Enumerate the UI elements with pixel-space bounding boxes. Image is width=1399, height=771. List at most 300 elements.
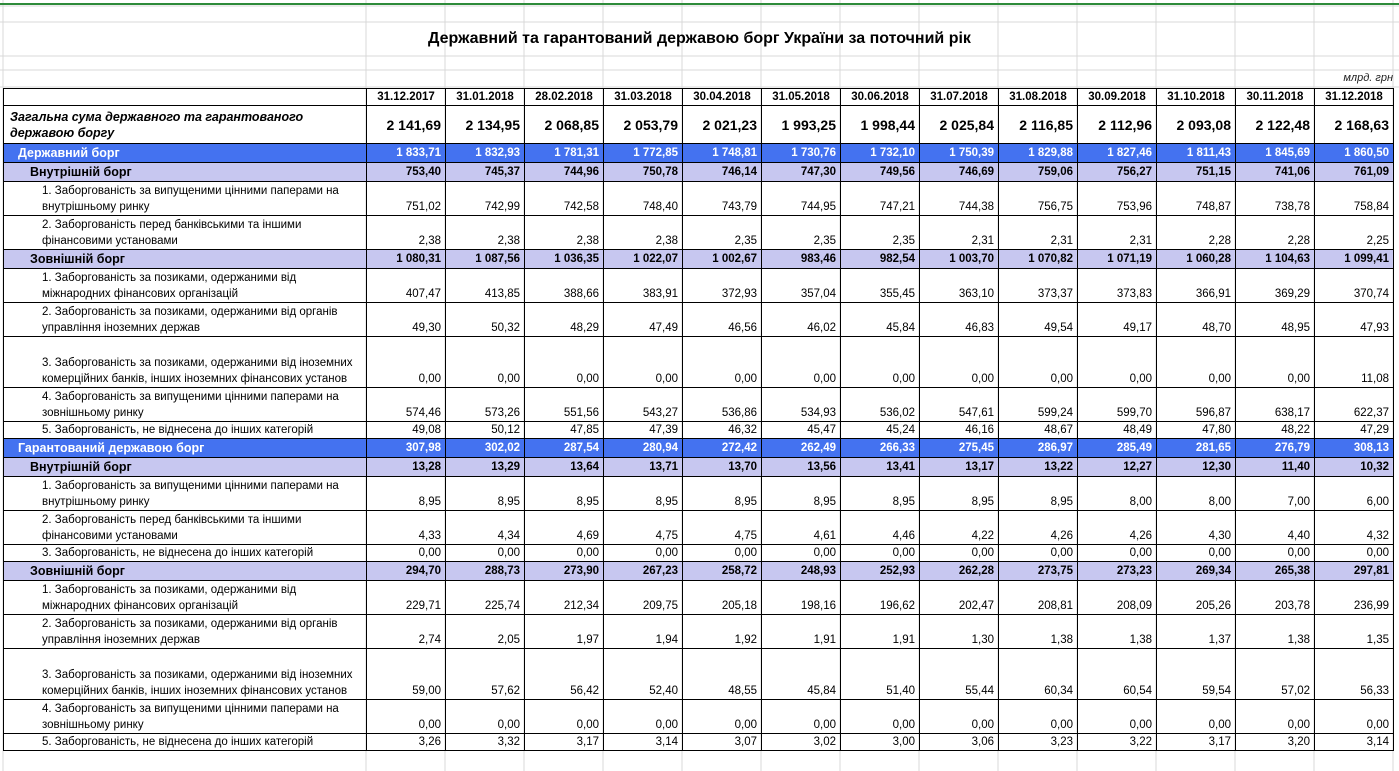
value-cell[interactable]: 48,49 (1078, 422, 1157, 439)
value-cell[interactable]: 0,00 (1236, 545, 1315, 562)
value-cell[interactable]: 1 003,70 (920, 250, 999, 269)
value-cell[interactable]: 13,41 (841, 458, 920, 477)
value-cell[interactable]: 265,38 (1236, 562, 1315, 581)
value-cell[interactable]: 57,62 (446, 649, 525, 700)
value-cell[interactable]: 366,91 (1157, 269, 1236, 303)
value-cell[interactable]: 13,56 (762, 458, 841, 477)
value-cell[interactable]: 13,28 (367, 458, 446, 477)
value-cell[interactable]: 3,02 (762, 734, 841, 751)
value-cell[interactable]: 758,84 (1315, 182, 1394, 216)
value-cell[interactable]: 745,37 (446, 163, 525, 182)
value-cell[interactable]: 45,24 (841, 422, 920, 439)
value-cell[interactable]: 753,96 (1078, 182, 1157, 216)
value-cell[interactable]: 388,66 (525, 269, 604, 303)
row-label[interactable]: Державний борг (4, 144, 367, 163)
value-cell[interactable]: 1,38 (1078, 615, 1157, 649)
row-label[interactable]: Внутрішній борг (4, 163, 367, 182)
value-cell[interactable]: 1 087,56 (446, 250, 525, 269)
value-cell[interactable]: 751,02 (367, 182, 446, 216)
value-cell[interactable]: 0,00 (525, 700, 604, 734)
value-cell[interactable]: 1 833,71 (367, 144, 446, 163)
value-cell[interactable]: 276,79 (1236, 439, 1315, 458)
row-label[interactable]: 4. Заборгованість за випущеними цінними паперами на зовнішньому ринку (4, 700, 367, 734)
value-cell[interactable]: 574,46 (367, 388, 446, 422)
value-cell[interactable]: 3,17 (525, 734, 604, 751)
value-cell[interactable]: 741,06 (1236, 163, 1315, 182)
value-cell[interactable]: 536,86 (683, 388, 762, 422)
date-header[interactable]: 31.12.2018 (1315, 89, 1394, 106)
value-cell[interactable]: 46,16 (920, 422, 999, 439)
value-cell[interactable]: 983,46 (762, 250, 841, 269)
value-cell[interactable]: 55,44 (920, 649, 999, 700)
value-cell[interactable]: 355,45 (841, 269, 920, 303)
value-cell[interactable]: 750,78 (604, 163, 683, 182)
value-cell[interactable]: 0,00 (999, 337, 1078, 388)
value-cell[interactable]: 202,47 (920, 581, 999, 615)
value-cell[interactable]: 8,95 (762, 477, 841, 511)
value-cell[interactable]: 46,02 (762, 303, 841, 337)
value-cell[interactable]: 761,09 (1315, 163, 1394, 182)
value-cell[interactable]: 4,22 (920, 511, 999, 545)
value-cell[interactable]: 273,75 (999, 562, 1078, 581)
value-cell[interactable]: 8,00 (1157, 477, 1236, 511)
value-cell[interactable]: 4,32 (1315, 511, 1394, 545)
value-cell[interactable]: 4,40 (1236, 511, 1315, 545)
value-cell[interactable]: 1 099,41 (1315, 250, 1394, 269)
value-cell[interactable]: 59,00 (367, 649, 446, 700)
value-cell[interactable]: 48,70 (1157, 303, 1236, 337)
value-cell[interactable]: 262,49 (762, 439, 841, 458)
value-cell[interactable]: 0,00 (1236, 700, 1315, 734)
date-header[interactable]: 30.09.2018 (1078, 89, 1157, 106)
value-cell[interactable]: 48,22 (1236, 422, 1315, 439)
value-cell[interactable]: 205,18 (683, 581, 762, 615)
row-label[interactable]: 2. Заборгованість за позиками, одержаними від органів управління іноземних держав (4, 303, 367, 337)
value-cell[interactable]: 208,81 (999, 581, 1078, 615)
value-cell[interactable]: 370,74 (1315, 269, 1394, 303)
value-cell[interactable]: 2,05 (446, 615, 525, 649)
value-cell[interactable]: 49,54 (999, 303, 1078, 337)
value-cell[interactable]: 13,71 (604, 458, 683, 477)
value-cell[interactable]: 49,30 (367, 303, 446, 337)
value-cell[interactable]: 47,93 (1315, 303, 1394, 337)
value-cell[interactable]: 48,29 (525, 303, 604, 337)
value-cell[interactable]: 0,00 (683, 700, 762, 734)
value-cell[interactable]: 2 053,79 (604, 106, 683, 144)
value-cell[interactable]: 3,07 (683, 734, 762, 751)
row-label[interactable]: 2. Заборгованість за позиками, одержаними від органів управління іноземних держав (4, 615, 367, 649)
value-cell[interactable]: 743,79 (683, 182, 762, 216)
header-corner-cell[interactable] (4, 89, 367, 106)
value-cell[interactable]: 2 122,48 (1236, 106, 1315, 144)
value-cell[interactable]: 4,34 (446, 511, 525, 545)
value-cell[interactable]: 599,24 (999, 388, 1078, 422)
value-cell[interactable]: 2 141,69 (367, 106, 446, 144)
value-cell[interactable]: 2,38 (367, 216, 446, 250)
value-cell[interactable]: 1 060,28 (1157, 250, 1236, 269)
value-cell[interactable]: 302,02 (446, 439, 525, 458)
value-cell[interactable]: 281,65 (1157, 439, 1236, 458)
value-cell[interactable]: 56,42 (525, 649, 604, 700)
date-header[interactable]: 31.07.2018 (920, 89, 999, 106)
value-cell[interactable]: 744,38 (920, 182, 999, 216)
value-cell[interactable]: 742,58 (525, 182, 604, 216)
row-label[interactable]: 5. Заборгованість, не віднесена до інших категорій (4, 422, 367, 439)
value-cell[interactable]: 3,14 (1315, 734, 1394, 751)
value-cell[interactable]: 982,54 (841, 250, 920, 269)
value-cell[interactable]: 2,28 (1157, 216, 1236, 250)
value-cell[interactable]: 2 116,85 (999, 106, 1078, 144)
value-cell[interactable]: 49,17 (1078, 303, 1157, 337)
value-cell[interactable]: 744,95 (762, 182, 841, 216)
value-cell[interactable]: 2,38 (446, 216, 525, 250)
value-cell[interactable]: 751,15 (1157, 163, 1236, 182)
value-cell[interactable]: 0,00 (604, 337, 683, 388)
value-cell[interactable]: 56,33 (1315, 649, 1394, 700)
value-cell[interactable]: 2 112,96 (1078, 106, 1157, 144)
value-cell[interactable]: 0,00 (1078, 337, 1157, 388)
value-cell[interactable]: 0,00 (920, 700, 999, 734)
value-cell[interactable]: 13,17 (920, 458, 999, 477)
value-cell[interactable]: 196,62 (841, 581, 920, 615)
value-cell[interactable]: 209,75 (604, 581, 683, 615)
value-cell[interactable]: 407,47 (367, 269, 446, 303)
value-cell[interactable]: 2,74 (367, 615, 446, 649)
value-cell[interactable]: 1 772,85 (604, 144, 683, 163)
value-cell[interactable]: 248,93 (762, 562, 841, 581)
date-header[interactable]: 31.01.2018 (446, 89, 525, 106)
value-cell[interactable]: 759,06 (999, 163, 1078, 182)
value-cell[interactable]: 60,34 (999, 649, 1078, 700)
value-cell[interactable]: 1 080,31 (367, 250, 446, 269)
date-header[interactable]: 30.04.2018 (683, 89, 762, 106)
date-header[interactable]: 28.02.2018 (525, 89, 604, 106)
row-label[interactable]: 3. Заборгованість, не віднесена до інших категорій (4, 545, 367, 562)
value-cell[interactable]: 4,61 (762, 511, 841, 545)
value-cell[interactable]: 205,26 (1157, 581, 1236, 615)
value-cell[interactable]: 288,73 (446, 562, 525, 581)
value-cell[interactable]: 738,78 (1236, 182, 1315, 216)
value-cell[interactable]: 1 022,07 (604, 250, 683, 269)
value-cell[interactable]: 6,00 (1315, 477, 1394, 511)
value-cell[interactable]: 52,40 (604, 649, 683, 700)
value-cell[interactable]: 2,35 (683, 216, 762, 250)
date-header[interactable]: 31.08.2018 (999, 89, 1078, 106)
value-cell[interactable]: 0,00 (841, 337, 920, 388)
value-cell[interactable]: 198,16 (762, 581, 841, 615)
value-cell[interactable]: 1,35 (1315, 615, 1394, 649)
value-cell[interactable]: 47,39 (604, 422, 683, 439)
value-cell[interactable]: 4,69 (525, 511, 604, 545)
value-cell[interactable]: 1 730,76 (762, 144, 841, 163)
value-cell[interactable]: 543,27 (604, 388, 683, 422)
row-label[interactable]: 2. Заборгованість перед банківськими та іншими фінансовими установами (4, 216, 367, 250)
value-cell[interactable]: 0,00 (525, 545, 604, 562)
value-cell[interactable]: 3,22 (1078, 734, 1157, 751)
value-cell[interactable]: 50,32 (446, 303, 525, 337)
value-cell[interactable]: 47,85 (525, 422, 604, 439)
value-cell[interactable]: 51,40 (841, 649, 920, 700)
value-cell[interactable]: 8,95 (920, 477, 999, 511)
value-cell[interactable]: 0,00 (446, 337, 525, 388)
value-cell[interactable]: 258,72 (683, 562, 762, 581)
value-cell[interactable]: 1 827,46 (1078, 144, 1157, 163)
value-cell[interactable]: 203,78 (1236, 581, 1315, 615)
value-cell[interactable]: 573,26 (446, 388, 525, 422)
value-cell[interactable]: 2,35 (841, 216, 920, 250)
value-cell[interactable]: 0,00 (683, 337, 762, 388)
value-cell[interactable]: 747,21 (841, 182, 920, 216)
value-cell[interactable]: 2,38 (525, 216, 604, 250)
value-cell[interactable]: 0,00 (762, 337, 841, 388)
value-cell[interactable]: 3,23 (999, 734, 1078, 751)
value-cell[interactable]: 756,27 (1078, 163, 1157, 182)
value-cell[interactable]: 1 832,93 (446, 144, 525, 163)
value-cell[interactable]: 4,30 (1157, 511, 1236, 545)
value-cell[interactable]: 0,00 (446, 545, 525, 562)
value-cell[interactable]: 46,83 (920, 303, 999, 337)
value-cell[interactable]: 2,28 (1236, 216, 1315, 250)
value-cell[interactable]: 3,14 (604, 734, 683, 751)
value-cell[interactable]: 1 829,88 (999, 144, 1078, 163)
value-cell[interactable]: 285,49 (1078, 439, 1157, 458)
value-cell[interactable]: 273,90 (525, 562, 604, 581)
value-cell[interactable]: 1 860,50 (1315, 144, 1394, 163)
value-cell[interactable]: 3,26 (367, 734, 446, 751)
row-label[interactable]: 3. Заборгованість за позиками, одержаними від іноземних комерційних банків, інших іноземних фінансових установ (4, 649, 367, 700)
value-cell[interactable]: 252,93 (841, 562, 920, 581)
value-cell[interactable]: 547,61 (920, 388, 999, 422)
value-cell[interactable]: 1,38 (999, 615, 1078, 649)
value-cell[interactable]: 2 168,63 (1315, 106, 1394, 144)
row-label[interactable]: Загальна сума державного та гарантованого державою боргу (4, 106, 367, 144)
value-cell[interactable]: 50,12 (446, 422, 525, 439)
date-header[interactable]: 30.11.2018 (1236, 89, 1315, 106)
value-cell[interactable]: 4,26 (1078, 511, 1157, 545)
value-cell[interactable]: 1 993,25 (762, 106, 841, 144)
value-cell[interactable]: 275,45 (920, 439, 999, 458)
value-cell[interactable]: 1 781,31 (525, 144, 604, 163)
value-cell[interactable]: 267,23 (604, 562, 683, 581)
value-cell[interactable]: 11,08 (1315, 337, 1394, 388)
value-cell[interactable]: 372,93 (683, 269, 762, 303)
value-cell[interactable]: 0,00 (841, 700, 920, 734)
value-cell[interactable]: 0,00 (999, 545, 1078, 562)
value-cell[interactable]: 742,99 (446, 182, 525, 216)
value-cell[interactable]: 2 068,85 (525, 106, 604, 144)
value-cell[interactable]: 373,37 (999, 269, 1078, 303)
row-label[interactable]: 2. Заборгованість перед банківськими та іншими фінансовими установами (4, 511, 367, 545)
value-cell[interactable]: 229,71 (367, 581, 446, 615)
value-cell[interactable]: 0,00 (367, 700, 446, 734)
value-cell[interactable]: 369,29 (1236, 269, 1315, 303)
value-cell[interactable]: 1 036,35 (525, 250, 604, 269)
value-cell[interactable]: 744,96 (525, 163, 604, 182)
value-cell[interactable]: 2,31 (999, 216, 1078, 250)
value-cell[interactable]: 1 845,69 (1236, 144, 1315, 163)
value-cell[interactable]: 0,00 (604, 545, 683, 562)
value-cell[interactable]: 1 070,82 (999, 250, 1078, 269)
value-cell[interactable]: 0,00 (762, 545, 841, 562)
value-cell[interactable]: 59,54 (1157, 649, 1236, 700)
value-cell[interactable]: 13,70 (683, 458, 762, 477)
value-cell[interactable]: 0,00 (1078, 700, 1157, 734)
value-cell[interactable]: 2,31 (920, 216, 999, 250)
row-label[interactable]: Зовнішній борг (4, 250, 367, 269)
value-cell[interactable]: 13,29 (446, 458, 525, 477)
value-cell[interactable]: 11,40 (1236, 458, 1315, 477)
value-cell[interactable]: 1,92 (683, 615, 762, 649)
value-cell[interactable]: 2 093,08 (1157, 106, 1236, 144)
value-cell[interactable]: 297,81 (1315, 562, 1394, 581)
value-cell[interactable]: 0,00 (762, 700, 841, 734)
value-cell[interactable]: 0,00 (525, 337, 604, 388)
value-cell[interactable]: 48,55 (683, 649, 762, 700)
value-cell[interactable]: 413,85 (446, 269, 525, 303)
value-cell[interactable]: 357,04 (762, 269, 841, 303)
value-cell[interactable]: 3,00 (841, 734, 920, 751)
value-cell[interactable]: 1 811,43 (1157, 144, 1236, 163)
value-cell[interactable]: 8,95 (525, 477, 604, 511)
value-cell[interactable]: 2,35 (762, 216, 841, 250)
value-cell[interactable]: 266,33 (841, 439, 920, 458)
value-cell[interactable]: 1 732,10 (841, 144, 920, 163)
value-cell[interactable]: 60,54 (1078, 649, 1157, 700)
value-cell[interactable]: 280,94 (604, 439, 683, 458)
value-cell[interactable]: 3,17 (1157, 734, 1236, 751)
value-cell[interactable]: 47,29 (1315, 422, 1394, 439)
row-label[interactable]: 1. Заборгованість за позиками, одержаними від міжнародних фінансових організацій (4, 581, 367, 615)
value-cell[interactable]: 48,95 (1236, 303, 1315, 337)
value-cell[interactable]: 551,56 (525, 388, 604, 422)
value-cell[interactable]: 4,33 (367, 511, 446, 545)
value-cell[interactable]: 225,74 (446, 581, 525, 615)
value-cell[interactable]: 746,69 (920, 163, 999, 182)
value-cell[interactable]: 536,02 (841, 388, 920, 422)
value-cell[interactable]: 13,64 (525, 458, 604, 477)
value-cell[interactable]: 1,91 (841, 615, 920, 649)
value-cell[interactable]: 0,00 (841, 545, 920, 562)
value-cell[interactable]: 747,30 (762, 163, 841, 182)
value-cell[interactable]: 1 071,19 (1078, 250, 1157, 269)
value-cell[interactable]: 46,32 (683, 422, 762, 439)
row-label[interactable]: 1. Заборгованість за позиками, одержаними від міжнародних фінансових організацій (4, 269, 367, 303)
value-cell[interactable]: 0,00 (999, 700, 1078, 734)
value-cell[interactable]: 0,00 (367, 545, 446, 562)
value-cell[interactable]: 2 025,84 (920, 106, 999, 144)
row-label[interactable]: Внутрішній борг (4, 458, 367, 477)
value-cell[interactable]: 273,23 (1078, 562, 1157, 581)
value-cell[interactable]: 0,00 (683, 545, 762, 562)
value-cell[interactable]: 10,32 (1315, 458, 1394, 477)
value-cell[interactable]: 0,00 (1078, 545, 1157, 562)
value-cell[interactable]: 12,27 (1078, 458, 1157, 477)
value-cell[interactable]: 638,17 (1236, 388, 1315, 422)
value-cell[interactable]: 45,84 (762, 649, 841, 700)
value-cell[interactable]: 45,47 (762, 422, 841, 439)
value-cell[interactable]: 3,32 (446, 734, 525, 751)
value-cell[interactable]: 286,97 (999, 439, 1078, 458)
value-cell[interactable]: 1 002,67 (683, 250, 762, 269)
value-cell[interactable]: 1,94 (604, 615, 683, 649)
value-cell[interactable]: 0,00 (1315, 545, 1394, 562)
value-cell[interactable]: 748,87 (1157, 182, 1236, 216)
value-cell[interactable]: 0,00 (604, 700, 683, 734)
row-label[interactable]: Гарантований державою борг (4, 439, 367, 458)
row-label[interactable]: Зовнішній борг (4, 562, 367, 581)
value-cell[interactable]: 599,70 (1078, 388, 1157, 422)
value-cell[interactable]: 4,26 (999, 511, 1078, 545)
value-cell[interactable]: 2 134,95 (446, 106, 525, 144)
value-cell[interactable]: 596,87 (1157, 388, 1236, 422)
value-cell[interactable]: 8,95 (841, 477, 920, 511)
value-cell[interactable]: 1,38 (1236, 615, 1315, 649)
value-cell[interactable]: 8,95 (367, 477, 446, 511)
value-cell[interactable]: 307,98 (367, 439, 446, 458)
value-cell[interactable]: 0,00 (367, 337, 446, 388)
value-cell[interactable]: 2,25 (1315, 216, 1394, 250)
value-cell[interactable]: 0,00 (1315, 700, 1394, 734)
row-label[interactable]: 3. Заборгованість за позиками, одержаними від іноземних комерційних банків, інших іноземних фінансових установ (4, 337, 367, 388)
row-label[interactable]: 1. Заборгованість за випущеними цінними паперами на внутрішньому ринку (4, 182, 367, 216)
value-cell[interactable]: 269,34 (1157, 562, 1236, 581)
value-cell[interactable]: 0,00 (1236, 337, 1315, 388)
date-header[interactable]: 31.10.2018 (1157, 89, 1236, 106)
row-label[interactable]: 5. Заборгованість, не віднесена до інших категорій (4, 734, 367, 751)
value-cell[interactable]: 287,54 (525, 439, 604, 458)
value-cell[interactable]: 0,00 (1157, 337, 1236, 388)
value-cell[interactable]: 8,95 (446, 477, 525, 511)
value-cell[interactable]: 622,37 (1315, 388, 1394, 422)
value-cell[interactable]: 1,97 (525, 615, 604, 649)
value-cell[interactable]: 57,02 (1236, 649, 1315, 700)
value-cell[interactable]: 13,22 (999, 458, 1078, 477)
value-cell[interactable]: 2,31 (1078, 216, 1157, 250)
value-cell[interactable]: 4,75 (604, 511, 683, 545)
value-cell[interactable]: 753,40 (367, 163, 446, 182)
value-cell[interactable]: 212,34 (525, 581, 604, 615)
value-cell[interactable]: 45,84 (841, 303, 920, 337)
value-cell[interactable]: 294,70 (367, 562, 446, 581)
value-cell[interactable]: 2 021,23 (683, 106, 762, 144)
value-cell[interactable]: 1,91 (762, 615, 841, 649)
value-cell[interactable]: 0,00 (446, 700, 525, 734)
value-cell[interactable]: 262,28 (920, 562, 999, 581)
value-cell[interactable]: 749,56 (841, 163, 920, 182)
value-cell[interactable]: 3,06 (920, 734, 999, 751)
value-cell[interactable]: 4,46 (841, 511, 920, 545)
date-header[interactable]: 31.05.2018 (762, 89, 841, 106)
value-cell[interactable]: 8,95 (999, 477, 1078, 511)
value-cell[interactable]: 48,67 (999, 422, 1078, 439)
value-cell[interactable]: 1 748,81 (683, 144, 762, 163)
value-cell[interactable]: 0,00 (920, 545, 999, 562)
value-cell[interactable]: 272,42 (683, 439, 762, 458)
value-cell[interactable]: 236,99 (1315, 581, 1394, 615)
value-cell[interactable]: 2,38 (604, 216, 683, 250)
value-cell[interactable]: 0,00 (1157, 545, 1236, 562)
date-header[interactable]: 30.06.2018 (841, 89, 920, 106)
value-cell[interactable]: 0,00 (920, 337, 999, 388)
row-label[interactable]: 1. Заборгованість за випущеними цінними паперами на внутрішньому ринку (4, 477, 367, 511)
value-cell[interactable]: 7,00 (1236, 477, 1315, 511)
value-cell[interactable]: 748,40 (604, 182, 683, 216)
value-cell[interactable]: 8,00 (1078, 477, 1157, 511)
value-cell[interactable]: 308,13 (1315, 439, 1394, 458)
date-header[interactable]: 31.12.2017 (367, 89, 446, 106)
value-cell[interactable]: 8,95 (604, 477, 683, 511)
row-label[interactable]: 4. Заборгованість за випущеними цінними паперами на зовнішньому ринку (4, 388, 367, 422)
